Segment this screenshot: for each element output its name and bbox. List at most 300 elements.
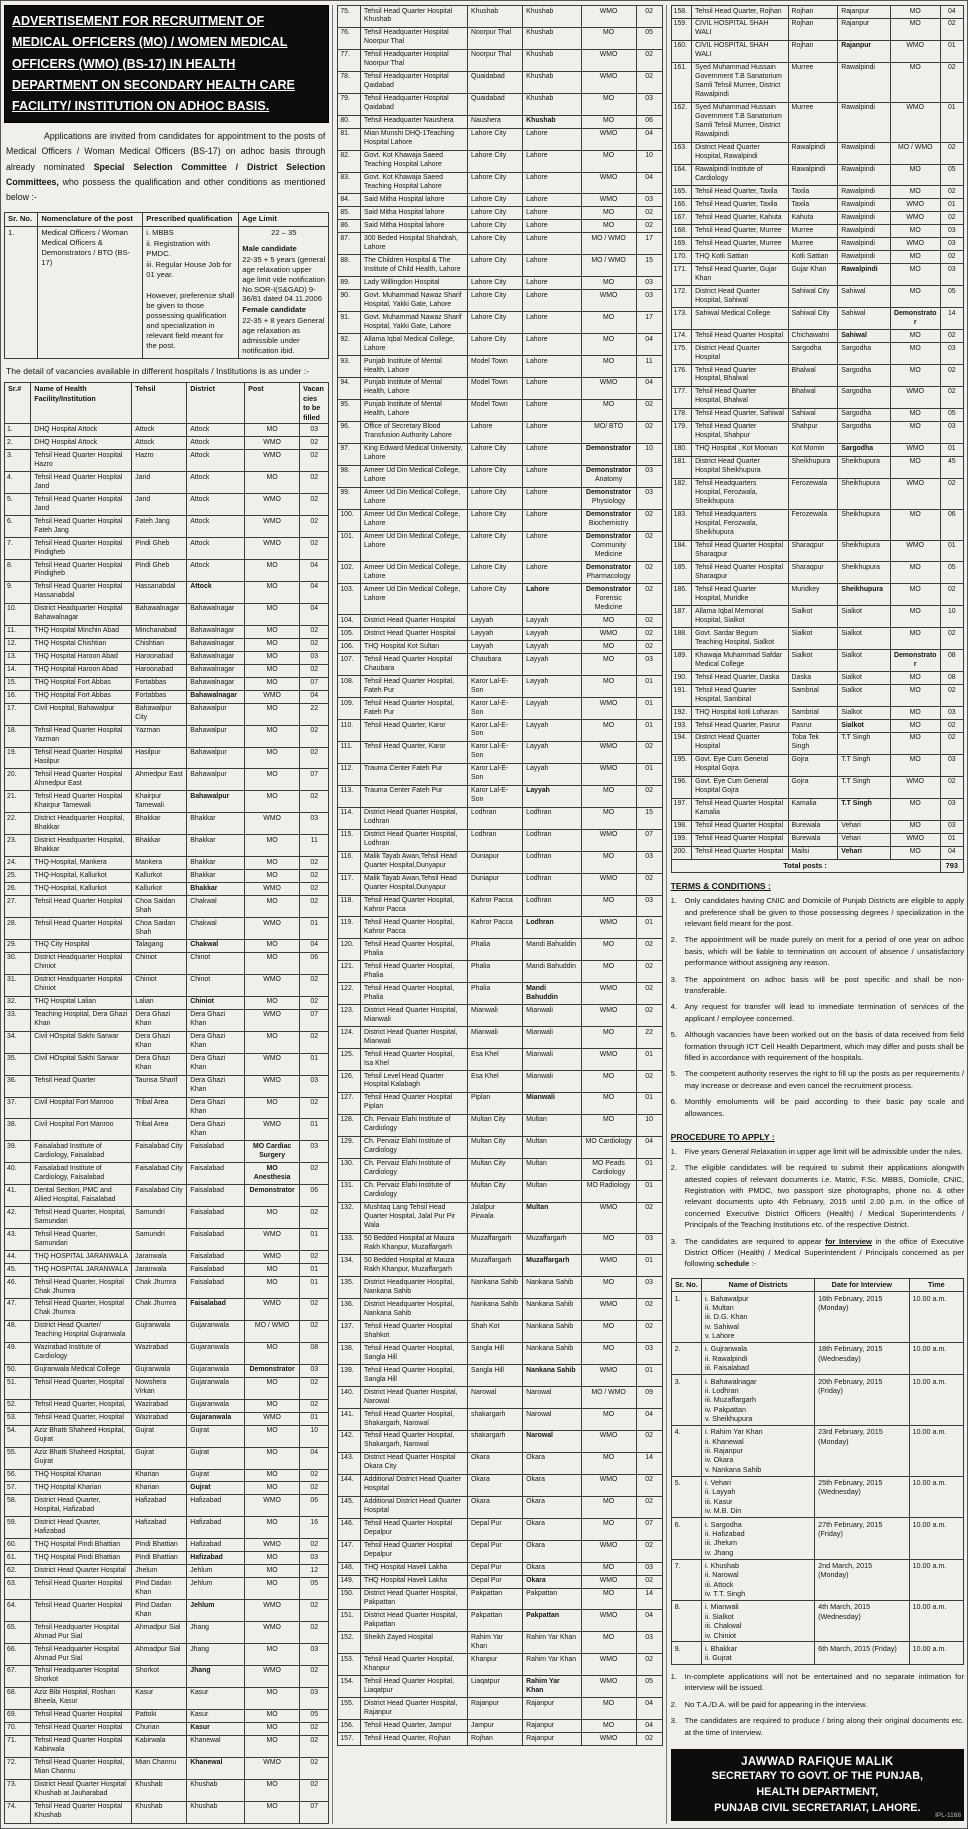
cell: 01 — [300, 1264, 329, 1277]
cell: Mianwali — [468, 1005, 523, 1027]
cell: 06 — [636, 115, 662, 128]
cell: Faisalabad — [187, 1163, 245, 1185]
cell: 62. — [5, 1565, 31, 1578]
cell: Mandi Bahuddin — [523, 983, 581, 1005]
cell: Khushab — [468, 6, 523, 28]
table-row — [338, 233, 662, 255]
cell: Kasur — [187, 1687, 245, 1709]
cell: Tehsil Head Quarter Hospital — [31, 1600, 132, 1622]
cell: Liaqatpur — [468, 1676, 523, 1698]
cell: Lahore — [523, 377, 581, 399]
cell: District Headquarter Hospital Bahawalnagar — [31, 603, 132, 625]
cell: 187. — [671, 606, 691, 628]
cell: Tehsil Head Quarter Hospital — [31, 896, 132, 918]
cell: 106. — [338, 641, 361, 654]
cell: 113. — [338, 785, 361, 807]
cell: 145. — [338, 1496, 361, 1518]
cell: Sharaqpur — [788, 540, 838, 562]
cell: 04 — [300, 581, 329, 603]
cell: Faisalabad — [187, 1141, 245, 1163]
cell: 02 — [636, 961, 662, 983]
cell: Gujrat — [187, 1469, 245, 1482]
cell: Kallurkot — [132, 870, 187, 883]
cell: 12. — [5, 638, 31, 651]
list-item: 2. No T.A./D.A. will be paid for appearing in the interview. — [670, 1699, 868, 1709]
cell: 03 — [940, 225, 963, 238]
cell: Sargodha — [838, 386, 891, 408]
cell: Mankera — [132, 857, 187, 870]
cell: WMO — [890, 199, 940, 212]
cell: MO — [581, 654, 636, 676]
cell: Tehsil Head Quarter Hospital — [692, 846, 788, 859]
table-header-row — [671, 1278, 963, 1291]
table-row — [671, 199, 963, 212]
advertisement-ref-number: IPL-1168 — [935, 1811, 961, 1819]
cell: Demonstrator — [245, 1185, 300, 1207]
cell: 02 — [300, 638, 329, 651]
cell: Kot Momin — [788, 443, 838, 456]
cell: MO — [581, 1588, 636, 1610]
cell: 22 — [636, 1027, 662, 1049]
cell: Okara — [523, 1562, 581, 1575]
cell: Tehsil Head Quarter Hospital, Khanpur — [361, 1654, 468, 1676]
cell: shakargarh — [468, 1430, 523, 1452]
table-row — [671, 251, 963, 264]
cell: 24. — [5, 857, 31, 870]
cell: 02 — [940, 478, 963, 509]
cell: 02 — [636, 1321, 662, 1343]
cell: MO — [245, 725, 300, 747]
cell: 03 — [636, 895, 662, 917]
column-header: Name of Districts — [702, 1278, 815, 1291]
cell: i. Sargodha ii. Hafizabad iii. Jhelum iv. Jhang — [702, 1518, 815, 1559]
cell: Demonstrator — [581, 443, 636, 465]
cell: Tehsil Headquarters Hospital, Ferozwala, Sheikhupura — [692, 478, 788, 509]
cell: Khushab — [523, 49, 581, 71]
cell: 25. — [5, 870, 31, 883]
cell: Multan — [523, 1136, 581, 1158]
cell: Tehsil Head Quarter Hospital, Phalia — [361, 983, 468, 1005]
table-row — [338, 1180, 662, 1202]
table-row — [5, 1552, 329, 1565]
cell: Murree — [788, 62, 838, 102]
cell: Rawalpindi — [838, 225, 891, 238]
cell: 2. — [5, 437, 31, 450]
cell: 20. — [5, 769, 31, 791]
cell: 18th February, 2015 (Wednesday) — [815, 1342, 909, 1374]
table-row — [671, 562, 963, 584]
cell: MO — [890, 562, 940, 584]
cell: 100. — [338, 509, 361, 531]
cell: Lahore — [523, 255, 581, 277]
cell: 01 — [636, 698, 662, 720]
table-row — [671, 62, 963, 102]
cell: District Head Quarter Hospital Okara City — [361, 1452, 468, 1474]
cell: Sialkot — [838, 606, 891, 628]
table-row — [5, 1031, 329, 1053]
cell: Lodhran — [523, 873, 581, 895]
cell: 65. — [5, 1622, 31, 1644]
cell: T.T Singh — [838, 798, 891, 820]
cell: District Headquarter Hospital Chiniot — [31, 974, 132, 996]
table-row — [5, 1539, 329, 1552]
cell: Rajanpur — [838, 6, 891, 19]
cell: WMO — [581, 1365, 636, 1387]
cell: THQ Hospital Chishtian — [31, 638, 132, 651]
cell: Tehsil Head Quarter — [31, 1075, 132, 1097]
cell: Dera Ghazi Khan — [187, 1053, 245, 1075]
cell: Civil HOspital Sakhi Sarwar — [31, 1031, 132, 1053]
cell: 121. — [338, 961, 361, 983]
cell: Tehsil Headquarter Hospital Noorpur Thal — [361, 27, 468, 49]
cell: 117. — [338, 873, 361, 895]
cell: Lahore City — [468, 150, 523, 172]
cell: 05 — [300, 1578, 329, 1600]
cell: 29. — [5, 939, 31, 952]
cell: MO — [581, 1233, 636, 1255]
cell: 03 — [636, 290, 662, 312]
cell: MO — [245, 1644, 300, 1666]
cell: 04 — [636, 1720, 662, 1733]
cell: THQ Hospital , Kot Moman — [692, 443, 788, 456]
cell: MO — [245, 747, 300, 769]
cell: Mianwali — [523, 1005, 581, 1027]
cell: Tehsil Head Quarter Hospital Depalpur — [361, 1540, 468, 1562]
cell: THQ Hospital Minchin Abad — [31, 625, 132, 638]
cell: 02 — [940, 720, 963, 733]
cell: 155. — [338, 1698, 361, 1720]
cell: 03 — [636, 194, 662, 207]
cell: Tehsil Head Quarter Hospital Yazman — [31, 725, 132, 747]
table-row — [5, 450, 329, 472]
table-row — [5, 1412, 329, 1425]
cell: MO — [890, 720, 940, 733]
cell: Sialkot — [838, 672, 891, 685]
cell: 112. — [338, 763, 361, 785]
cell: Lahore — [523, 150, 581, 172]
table-row — [338, 1676, 662, 1698]
cell: Narowal — [468, 1387, 523, 1409]
cell: THQ Hospital Haveli Lakha — [361, 1562, 468, 1575]
table-row — [671, 754, 963, 776]
table-row — [671, 584, 963, 606]
cell: MO — [245, 472, 300, 494]
cell: 159. — [671, 18, 691, 40]
cell: MO — [245, 1469, 300, 1482]
table-row — [671, 606, 963, 628]
cell: MO — [245, 1399, 300, 1412]
table-row — [671, 18, 963, 40]
cell: MO — [581, 676, 636, 698]
cell: 97. — [338, 443, 361, 465]
table-row — [5, 896, 329, 918]
cell: 191. — [671, 685, 691, 707]
cell: 66. — [5, 1644, 31, 1666]
cell: Bahawalpur — [187, 703, 245, 725]
table-row — [338, 1540, 662, 1562]
cell: 46. — [5, 1277, 31, 1299]
cell: WMO — [245, 1412, 300, 1425]
cell: WMO — [581, 1202, 636, 1233]
cell: Gujaranwala — [187, 1320, 245, 1342]
cell: MO — [890, 628, 940, 650]
cell: 02 — [636, 1071, 662, 1093]
cell: 54. — [5, 1425, 31, 1447]
table-row — [671, 509, 963, 540]
table-row — [5, 638, 329, 651]
cell: 01 — [636, 1180, 662, 1202]
cell: 07 — [300, 677, 329, 690]
cell: 23rd February, 2015 (Monday) — [815, 1425, 909, 1476]
cell: Faisalabad Institute of Cardiology, Faisalabad — [31, 1163, 132, 1185]
cell: 10.00 a.m. — [909, 1518, 963, 1559]
cell: i. Mianwali ii. Sialkot iii. Chakwal iv. Chiniot — [702, 1600, 815, 1641]
cell: 41. — [5, 1185, 31, 1207]
cell: Attock — [187, 538, 245, 560]
cell: Fortabbas — [132, 690, 187, 703]
cell: Rojhan — [788, 18, 838, 40]
cell: Khanpur — [468, 1654, 523, 1676]
cell: Sargodha — [838, 408, 891, 421]
cell: 10 — [300, 1425, 329, 1447]
cell: Layyah — [523, 654, 581, 676]
age-detail: Male candidate 22-35 + 5 years (general age relaxation upper age limit vide notification No.SOR-I(S&GAD) 9-36/81 dated 04.11.2006 Female candidate 22-35 + 8 years General age relaxation as admissible under notification ibid. — [242, 244, 326, 355]
cell: 03 — [636, 93, 662, 115]
table-row — [338, 1562, 662, 1575]
cell: 01 — [940, 540, 963, 562]
cell: Multan City — [468, 1180, 523, 1202]
table-row — [5, 625, 329, 638]
cell: 138. — [338, 1343, 361, 1365]
cell: Hafizabad — [187, 1552, 245, 1565]
cell: T.T Singh — [838, 776, 891, 798]
cell: Murree — [788, 225, 838, 238]
cell: 171. — [671, 264, 691, 286]
cell: 11 — [300, 835, 329, 857]
cell: Mandi Bahuddin — [523, 939, 581, 961]
cell: Gujaranwala — [187, 1412, 245, 1425]
table-row — [671, 186, 963, 199]
cell: Depal Pur — [468, 1562, 523, 1575]
cell: 31. — [5, 974, 31, 996]
cell: 03 — [940, 421, 963, 443]
cell: Sialkot — [838, 628, 891, 650]
cell: 107. — [338, 654, 361, 676]
cell: 174. — [671, 330, 691, 343]
cell: District Head Quarter Hospital, Lodhran — [361, 829, 468, 851]
cell: WMO — [581, 983, 636, 1005]
table-row — [338, 71, 662, 93]
cell: 135. — [338, 1277, 361, 1299]
cell: Tehsil Headquarter Hospital Ahmad Pur Sial — [31, 1622, 132, 1644]
table-row — [671, 478, 963, 509]
cell: Lahore — [523, 172, 581, 194]
cell: 72. — [5, 1757, 31, 1779]
cell: Govt. Muhammad Nawaz Sharif Hospital, Yakki Gate, Lahore — [361, 312, 468, 334]
cell: 08 — [300, 1342, 329, 1364]
cell: MO — [581, 1496, 636, 1518]
cell: Bahawalnagar — [187, 690, 245, 703]
cell: Tehsil Head Quarter Hospital Khushab — [361, 6, 468, 28]
signature-block — [671, 1749, 964, 1821]
table-row — [338, 312, 662, 334]
cell: Lahore — [523, 194, 581, 207]
table-row — [5, 1053, 329, 1075]
table-row — [5, 1517, 329, 1539]
cell: 178. — [671, 408, 691, 421]
cell: WMO — [245, 494, 300, 516]
cell: Lahore City — [468, 128, 523, 150]
cell: Tehsil Headquarter Hospital Qaidabad — [361, 93, 468, 115]
cell: Malik Tayab Awan,Tehsil Head Quarter Hospital,Dunyapur — [361, 873, 468, 895]
cell: Syed Muhammad Hussain Government T.B Sanatorium Samli Tehsil Murree, District Rawalpindi — [692, 62, 788, 102]
cell: District Head Quarter Hospital, Rajanpur — [361, 1698, 468, 1720]
table-row — [338, 421, 662, 443]
cell: 3. — [5, 450, 31, 472]
cell: 82. — [338, 150, 361, 172]
cell: Tehsil Head Quarter, Murree — [692, 225, 788, 238]
cell: Taunsa Sharif — [132, 1075, 187, 1097]
cell: 03 — [300, 1364, 329, 1377]
table-row — [671, 540, 963, 562]
table-row — [5, 560, 329, 582]
cell: Mianwali — [523, 1071, 581, 1093]
cell: Ch. Pervaiz Elahi Institute of Cardiology — [361, 1158, 468, 1180]
cell: Faisalabad Institute of Cardiology, Faisalabad — [31, 1141, 132, 1163]
cell: Gujrat — [132, 1447, 187, 1469]
cell: Narowal — [523, 1430, 581, 1452]
cell: Jehlum — [187, 1600, 245, 1622]
cell: 3. — [671, 1375, 701, 1426]
vacancy-note-text: The detail of vacancies available in different hospitals / Institutions is as under :- — [6, 366, 310, 377]
advertisement-title-banner — [4, 5, 329, 123]
cell: Rawalpindi — [788, 164, 838, 186]
cell: Ch. Pervaiz Elahi Institute of Cardiology — [361, 1114, 468, 1136]
cell: District Headquarter Hospital, Bhakkar — [31, 813, 132, 835]
cell: THQ Hospital Kot Sultan — [361, 641, 468, 654]
cell: Sangla Hill — [468, 1365, 523, 1387]
cell: THQ Kotli Sattian — [692, 251, 788, 264]
procedure-list — [671, 1146, 964, 1275]
table-row — [5, 974, 329, 996]
cell: Okara — [523, 1496, 581, 1518]
cell: MO — [245, 1377, 300, 1399]
cell — [143, 226, 239, 358]
cell: 02 — [300, 538, 329, 560]
cell: Khushab — [523, 6, 581, 28]
cell: 6. — [5, 516, 31, 538]
cell: Bahawalnagar — [187, 651, 245, 664]
table-row — [338, 1430, 662, 1452]
cell: Gujranwala Medical College — [31, 1364, 132, 1377]
cell: 05 — [300, 1709, 329, 1722]
cell: MO / WMO — [581, 255, 636, 277]
cell: 02 — [636, 1733, 662, 1746]
table-row — [338, 1496, 662, 1518]
cell: 59. — [5, 1517, 31, 1539]
cell: Tehsil Head Quarter Hospital, Fateh Pur — [361, 676, 468, 698]
cell: 05 — [940, 562, 963, 584]
cell: Okara — [468, 1496, 523, 1518]
table-row — [338, 1114, 662, 1136]
cell: Sargodha — [838, 443, 891, 456]
table-row — [5, 1264, 329, 1277]
cell: Chakwal — [187, 896, 245, 918]
cell: Phalia — [468, 939, 523, 961]
cell: Rajanpur — [838, 40, 891, 62]
cell: MO — [581, 1518, 636, 1540]
table-row — [5, 1565, 329, 1578]
cell: Hafizabad — [187, 1539, 245, 1552]
cell: Lahore City — [468, 443, 523, 465]
cell: 189. — [671, 650, 691, 672]
cell: Sialkot — [838, 720, 891, 733]
cell: Sahiwal City — [788, 286, 838, 308]
cell: MO — [245, 857, 300, 870]
cell: 130. — [338, 1158, 361, 1180]
cell: 01 — [940, 443, 963, 456]
cell: Daska — [788, 672, 838, 685]
cell: 01 — [940, 40, 963, 62]
cell: 02 — [636, 71, 662, 93]
cell: MO — [245, 1779, 300, 1801]
cell: 07 — [300, 1801, 329, 1823]
cell: Bhakkar — [187, 883, 245, 896]
cell: Nankana Sahib — [523, 1321, 581, 1343]
cell: Lodhran — [468, 829, 523, 851]
cell: 02 — [300, 1622, 329, 1644]
cell: Tehsil Head Quarter, Kahuta — [692, 212, 788, 225]
cell: Narowal — [523, 1409, 581, 1431]
cell: 156. — [338, 1720, 361, 1733]
table-row — [5, 747, 329, 769]
cell: Rawalpindi — [838, 164, 891, 186]
column-header: Tehsil — [132, 382, 187, 423]
cell: Attock — [187, 472, 245, 494]
cell: Mianwali — [523, 1092, 581, 1114]
table-row — [5, 664, 329, 677]
cell: THQ Hospital Fort Abbas — [31, 690, 132, 703]
cell: 02 — [300, 896, 329, 918]
table-row — [671, 343, 963, 365]
cell: MO — [245, 1277, 300, 1299]
cell: 163. — [671, 142, 691, 164]
cell: Tehsil Head Quarter Hospital — [692, 330, 788, 343]
table-row — [338, 1299, 662, 1321]
table-row — [5, 1665, 329, 1687]
cell: Faisalabad — [187, 1264, 245, 1277]
cell: WMO — [581, 1005, 636, 1027]
table-row — [5, 835, 329, 857]
table-row — [5, 1801, 329, 1823]
cell: 79. — [338, 93, 361, 115]
cell: MO — [890, 707, 940, 720]
cell: 10 — [636, 150, 662, 172]
cell: MO — [245, 1722, 300, 1735]
cell: Bhakkar — [132, 835, 187, 857]
cell: 02 — [636, 983, 662, 1005]
cell: 02 — [636, 641, 662, 654]
cell: Lahore City — [468, 584, 523, 615]
cell: Gujrat — [187, 1482, 245, 1495]
table-row — [671, 308, 963, 330]
table-row — [338, 676, 662, 698]
table-row — [671, 225, 963, 238]
cell: 02 — [636, 531, 662, 562]
cell: Nankana Sahib — [523, 1277, 581, 1299]
table-row — [338, 939, 662, 961]
cell: 02 — [636, 628, 662, 641]
